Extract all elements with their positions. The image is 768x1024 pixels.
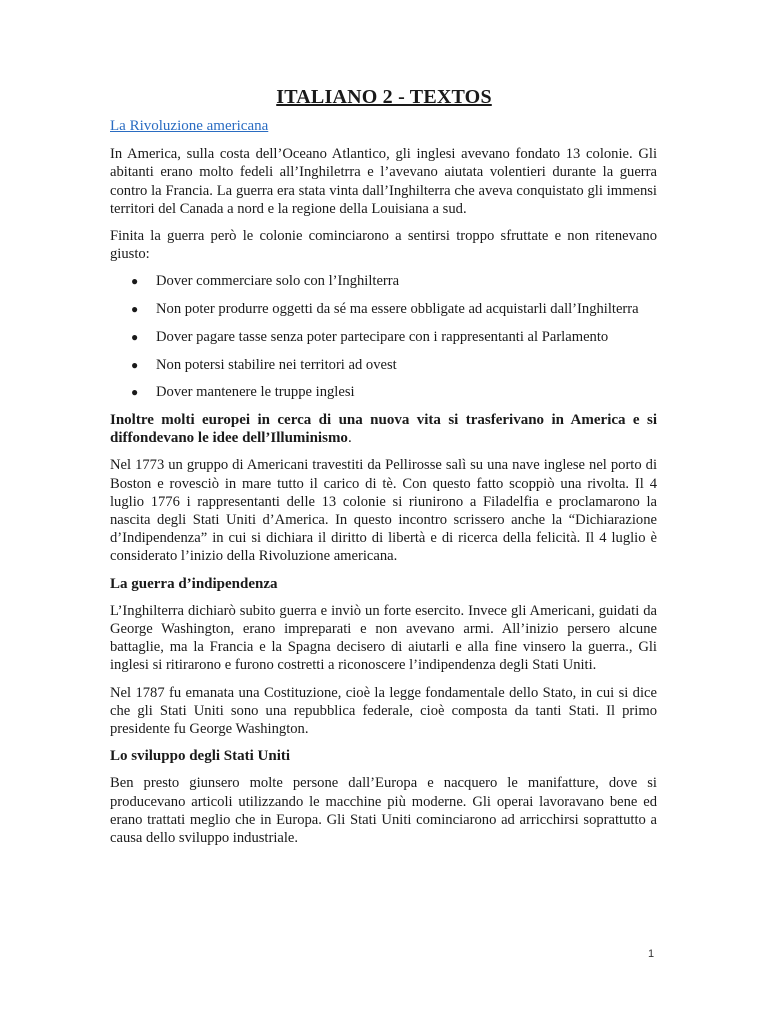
paragraph-constitution: Nel 1787 fu emanata una Costituzione, cioè la legge fondamentale dello Stato, in cui si dice che gli Stati Uniti sono una repubblica federale, cioè composta da tanti Stati. Il primo presidente fu George Washington. <box>110 684 657 737</box>
paragraph-colonies: In America, sulla costa dell’Oceano Atlantico, gli inglesi avevano fondato 13 colonie. Gli abitanti erano molto fedeli all’Inghiletrra e l’avevano aiutata volentieri durante la guerra contro la Francia. La guerra era stata vinta dall’Inghilterra che aveva conquistato gli immensi territori del Canada a nord e la regione della Louisiana a sud. <box>110 146 657 217</box>
paragraph-boston: Nel 1773 un gruppo di Americani travestiti da Pellirosse salì su una nave inglese nel porto di Boston e rovesciò in mare tutto il carico di tè. Con questo fatto scoppiò una rivolta. Il 4 luglio 1776 i rappresentanti delle 13 colonie si riunirono a Filadelfia e proclamarono la nascita degli Stati Uniti d’America. In questo incontro scrissero anche la “Dichiarazione d’Indipendenza” in cui si dichiara il diritto di libertà e di ricerca della felicità. Il 4 luglio è considerato l’inizio della Rivoluzione americana. <box>110 457 657 565</box>
bullet-icon: ● <box>131 302 139 317</box>
page-number: 1 <box>648 948 655 960</box>
list-item: ● Dover commerciare solo con l’Inghilterra <box>131 273 400 290</box>
bullet-icon: ● <box>131 329 139 344</box>
section-link[interactable]: La Rivoluzione americana <box>110 118 269 134</box>
list-item: ● Dover mantenere le truppe inglesi <box>131 384 355 401</box>
paragraph-enlightenment: Inoltre molti europei in cerca di una nuova vita si trasferivano in America e si diffondevano le idee dell’Illuminismo. <box>110 411 657 447</box>
bullet-icon: ● <box>131 385 139 400</box>
document-body <box>110 117 657 856</box>
bullet-icon: ● <box>131 274 139 289</box>
paragraph-war: L’Inghilterra dichiarò subito guerra e inviò un forte esercito. Invece gli Americani, guidati da George Washington, erano impreparati e non avevano armi. All’inizio persero alcune battaglie, ma la Francia e la Spagna decisero di aiutarli e alla fine vinsero la guerra., Gli inglesi si ritirarono e furono costretti a riconoscere l’indipendenza degli Stati Uniti. <box>110 602 657 674</box>
heading-development: Lo sviluppo degli Stati Uniti <box>110 748 291 765</box>
list-item: ● Dover pagare tasse senza poter partecipare con i rappresentanti al Parlamento <box>131 328 609 345</box>
list-item: ● Non poter produrre oggetti da sé ma essere obbligate ad acquistarli dall’Inghilterra <box>131 301 639 318</box>
paragraph-grievances-intro: Finita la guerra però le colonie cominciarono a sentirsi troppo sfruttate e non ritenevano giusto: <box>110 228 657 263</box>
grievances-list <box>110 272 657 401</box>
document-title: ITALIANO 2 - TEXTOS <box>276 86 492 108</box>
heading-war-of-independence: La guerra d’indipendenza <box>110 575 278 592</box>
paragraph-development: Ben presto giunsero molte persone dall’Europa e nacquero le manifatture, dove si producevano articoli utilizzando le macchine più moderne. Gli operai lavoravano bene ed erano trattati meglio che in Europa. Gli Stati Uniti cominciarono ad arricchirsi soprattutto a causa dello sviluppo industriale. <box>110 775 657 846</box>
bullet-icon: ● <box>131 357 139 372</box>
list-item: ● Non potersi stabilire nei territori ad ovest <box>131 356 397 373</box>
